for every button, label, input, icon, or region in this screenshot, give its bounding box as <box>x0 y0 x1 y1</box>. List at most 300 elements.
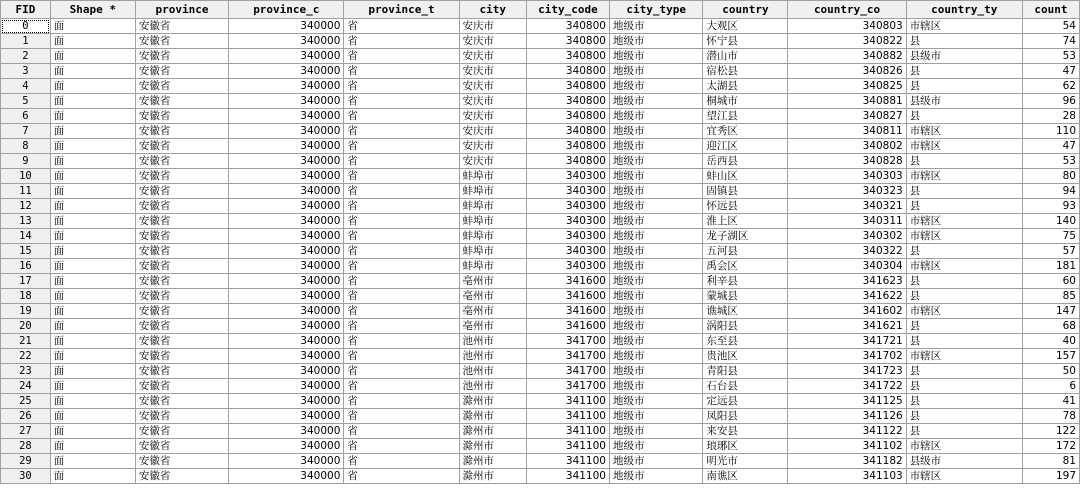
shape-cell[interactable]: 面 <box>50 274 135 289</box>
city-type-cell[interactable]: 地级市 <box>609 424 702 439</box>
country-ty-cell[interactable]: 县 <box>906 394 1022 409</box>
country-cell[interactable]: 涡阳县 <box>703 319 788 334</box>
province-c-cell[interactable]: 340000 <box>229 19 344 34</box>
table-row[interactable] <box>1 439 1080 454</box>
city-cell[interactable]: 滁州市 <box>459 469 526 484</box>
province-t-cell[interactable]: 省 <box>344 349 459 364</box>
city-cell[interactable]: 安庆市 <box>459 139 526 154</box>
province-t-cell[interactable]: 省 <box>344 94 459 109</box>
country-co-cell[interactable]: 340811 <box>788 124 906 139</box>
city-code-cell[interactable]: 340800 <box>526 109 609 124</box>
city-type-cell[interactable]: 地级市 <box>609 49 702 64</box>
table-row[interactable] <box>1 139 1080 154</box>
country-cell[interactable]: 定远县 <box>703 394 788 409</box>
country-ty-cell[interactable]: 县 <box>906 364 1022 379</box>
fid-cell[interactable]: 11 <box>1 184 51 199</box>
province-c-cell[interactable]: 340000 <box>229 454 344 469</box>
city-code-cell[interactable]: 341700 <box>526 364 609 379</box>
country-cell[interactable]: 大观区 <box>703 19 788 34</box>
country-ty-cell[interactable]: 市辖区 <box>906 139 1022 154</box>
city-type-cell[interactable]: 地级市 <box>609 304 702 319</box>
fid-cell[interactable]: 13 <box>1 214 51 229</box>
city-cell[interactable]: 滁州市 <box>459 439 526 454</box>
column-header-city-code[interactable]: city_code <box>526 1 609 19</box>
column-header-city-type[interactable]: city_type <box>609 1 702 19</box>
table-row[interactable] <box>1 409 1080 424</box>
province-t-cell[interactable]: 省 <box>344 304 459 319</box>
city-type-cell[interactable]: 地级市 <box>609 319 702 334</box>
province-c-cell[interactable]: 340000 <box>229 199 344 214</box>
table-row[interactable] <box>1 124 1080 139</box>
city-type-cell[interactable]: 地级市 <box>609 139 702 154</box>
city-code-cell[interactable]: 341100 <box>526 424 609 439</box>
fid-cell[interactable]: 9 <box>1 154 51 169</box>
table-row[interactable] <box>1 229 1080 244</box>
shape-cell[interactable]: 面 <box>50 409 135 424</box>
count-cell[interactable]: 60 <box>1022 274 1079 289</box>
count-cell[interactable]: 197 <box>1022 469 1079 484</box>
table-row[interactable] <box>1 349 1080 364</box>
column-header-count[interactable]: count <box>1022 1 1079 19</box>
shape-cell[interactable]: 面 <box>50 334 135 349</box>
city-code-cell[interactable]: 340800 <box>526 154 609 169</box>
city-code-cell[interactable]: 340800 <box>526 139 609 154</box>
country-co-cell[interactable]: 340828 <box>788 154 906 169</box>
province-cell[interactable]: 安徽省 <box>135 439 228 454</box>
city-type-cell[interactable]: 地级市 <box>609 409 702 424</box>
city-code-cell[interactable]: 340300 <box>526 169 609 184</box>
fid-cell[interactable]: 29 <box>1 454 51 469</box>
city-type-cell[interactable]: 地级市 <box>609 64 702 79</box>
table-row[interactable] <box>1 394 1080 409</box>
city-type-cell[interactable]: 地级市 <box>609 19 702 34</box>
country-co-cell[interactable]: 341103 <box>788 469 906 484</box>
shape-cell[interactable]: 面 <box>50 199 135 214</box>
table-row[interactable] <box>1 469 1080 484</box>
province-c-cell[interactable]: 340000 <box>229 124 344 139</box>
city-type-cell[interactable]: 地级市 <box>609 109 702 124</box>
province-t-cell[interactable]: 省 <box>344 49 459 64</box>
count-cell[interactable]: 68 <box>1022 319 1079 334</box>
country-cell[interactable]: 潜山市 <box>703 49 788 64</box>
country-co-cell[interactable]: 340882 <box>788 49 906 64</box>
province-cell[interactable]: 安徽省 <box>135 94 228 109</box>
country-cell[interactable]: 五河县 <box>703 244 788 259</box>
count-cell[interactable]: 6 <box>1022 379 1079 394</box>
city-type-cell[interactable]: 地级市 <box>609 469 702 484</box>
city-type-cell[interactable]: 地级市 <box>609 34 702 49</box>
shape-cell[interactable]: 面 <box>50 154 135 169</box>
province-c-cell[interactable]: 340000 <box>229 334 344 349</box>
country-cell[interactable]: 固镇县 <box>703 184 788 199</box>
province-c-cell[interactable]: 340000 <box>229 244 344 259</box>
city-cell[interactable]: 滁州市 <box>459 454 526 469</box>
province-t-cell[interactable]: 省 <box>344 169 459 184</box>
province-t-cell[interactable]: 省 <box>344 109 459 124</box>
country-ty-cell[interactable]: 县 <box>906 424 1022 439</box>
count-cell[interactable]: 140 <box>1022 214 1079 229</box>
city-code-cell[interactable]: 340300 <box>526 214 609 229</box>
table-row[interactable] <box>1 109 1080 124</box>
country-co-cell[interactable]: 340304 <box>788 259 906 274</box>
city-type-cell[interactable]: 地级市 <box>609 349 702 364</box>
city-cell[interactable]: 滁州市 <box>459 424 526 439</box>
country-ty-cell[interactable]: 县 <box>906 319 1022 334</box>
shape-cell[interactable]: 面 <box>50 49 135 64</box>
city-cell[interactable]: 安庆市 <box>459 34 526 49</box>
fid-cell[interactable]: 2 <box>1 49 51 64</box>
city-cell[interactable]: 安庆市 <box>459 109 526 124</box>
count-cell[interactable]: 53 <box>1022 154 1079 169</box>
table-row[interactable] <box>1 259 1080 274</box>
city-code-cell[interactable]: 340800 <box>526 124 609 139</box>
shape-cell[interactable]: 面 <box>50 214 135 229</box>
country-co-cell[interactable]: 340822 <box>788 34 906 49</box>
country-co-cell[interactable]: 341602 <box>788 304 906 319</box>
city-code-cell[interactable]: 340800 <box>526 64 609 79</box>
province-t-cell[interactable]: 省 <box>344 454 459 469</box>
city-code-cell[interactable]: 340800 <box>526 94 609 109</box>
table-row[interactable] <box>1 214 1080 229</box>
province-cell[interactable]: 安徽省 <box>135 289 228 304</box>
count-cell[interactable]: 93 <box>1022 199 1079 214</box>
fid-cell[interactable]: 3 <box>1 64 51 79</box>
province-c-cell[interactable]: 340000 <box>229 79 344 94</box>
country-ty-cell[interactable]: 县 <box>906 409 1022 424</box>
province-cell[interactable]: 安徽省 <box>135 349 228 364</box>
country-ty-cell[interactable]: 市辖区 <box>906 304 1022 319</box>
country-co-cell[interactable]: 341622 <box>788 289 906 304</box>
country-cell[interactable]: 南谯区 <box>703 469 788 484</box>
city-cell[interactable]: 池州市 <box>459 364 526 379</box>
fid-cell[interactable]: 14 <box>1 229 51 244</box>
province-c-cell[interactable]: 340000 <box>229 439 344 454</box>
province-t-cell[interactable]: 省 <box>344 334 459 349</box>
city-type-cell[interactable]: 地级市 <box>609 199 702 214</box>
province-c-cell[interactable]: 340000 <box>229 364 344 379</box>
country-ty-cell[interactable]: 县 <box>906 184 1022 199</box>
country-cell[interactable]: 石台县 <box>703 379 788 394</box>
table-row[interactable] <box>1 34 1080 49</box>
province-cell[interactable]: 安徽省 <box>135 154 228 169</box>
province-t-cell[interactable]: 省 <box>344 259 459 274</box>
country-ty-cell[interactable]: 市辖区 <box>906 469 1022 484</box>
province-t-cell[interactable]: 省 <box>344 19 459 34</box>
city-code-cell[interactable]: 341100 <box>526 454 609 469</box>
count-cell[interactable]: 110 <box>1022 124 1079 139</box>
shape-cell[interactable]: 面 <box>50 304 135 319</box>
country-cell[interactable]: 东至县 <box>703 334 788 349</box>
country-ty-cell[interactable]: 市辖区 <box>906 259 1022 274</box>
city-type-cell[interactable]: 地级市 <box>609 379 702 394</box>
province-c-cell[interactable]: 340000 <box>229 259 344 274</box>
country-co-cell[interactable]: 340825 <box>788 79 906 94</box>
shape-cell[interactable]: 面 <box>50 79 135 94</box>
province-c-cell[interactable]: 340000 <box>229 34 344 49</box>
province-cell[interactable]: 安徽省 <box>135 469 228 484</box>
country-co-cell[interactable]: 341122 <box>788 424 906 439</box>
city-type-cell[interactable]: 地级市 <box>609 439 702 454</box>
province-cell[interactable]: 安徽省 <box>135 139 228 154</box>
city-cell[interactable]: 蚌埠市 <box>459 169 526 184</box>
province-cell[interactable]: 安徽省 <box>135 184 228 199</box>
city-cell[interactable]: 滁州市 <box>459 394 526 409</box>
city-cell[interactable]: 蚌埠市 <box>459 244 526 259</box>
table-row[interactable] <box>1 454 1080 469</box>
city-code-cell[interactable]: 341700 <box>526 334 609 349</box>
fid-cell[interactable]: 23 <box>1 364 51 379</box>
country-cell[interactable]: 桐城市 <box>703 94 788 109</box>
country-cell[interactable]: 太湖县 <box>703 79 788 94</box>
country-cell[interactable]: 蚌山区 <box>703 169 788 184</box>
count-cell[interactable]: 75 <box>1022 229 1079 244</box>
shape-cell[interactable]: 面 <box>50 184 135 199</box>
country-ty-cell[interactable]: 县 <box>906 274 1022 289</box>
province-t-cell[interactable]: 省 <box>344 394 459 409</box>
country-cell[interactable]: 迎江区 <box>703 139 788 154</box>
province-c-cell[interactable]: 340000 <box>229 229 344 244</box>
province-cell[interactable]: 安徽省 <box>135 244 228 259</box>
city-cell[interactable]: 安庆市 <box>459 94 526 109</box>
city-cell[interactable]: 蚌埠市 <box>459 259 526 274</box>
city-code-cell[interactable]: 341600 <box>526 319 609 334</box>
province-c-cell[interactable]: 340000 <box>229 379 344 394</box>
province-c-cell[interactable]: 340000 <box>229 289 344 304</box>
country-cell[interactable]: 宜秀区 <box>703 124 788 139</box>
city-cell[interactable]: 亳州市 <box>459 319 526 334</box>
province-c-cell[interactable]: 340000 <box>229 349 344 364</box>
province-t-cell[interactable]: 省 <box>344 79 459 94</box>
province-cell[interactable]: 安徽省 <box>135 199 228 214</box>
province-t-cell[interactable]: 省 <box>344 64 459 79</box>
table-row[interactable] <box>1 334 1080 349</box>
city-code-cell[interactable]: 340300 <box>526 244 609 259</box>
province-t-cell[interactable]: 省 <box>344 214 459 229</box>
city-cell[interactable]: 亳州市 <box>459 274 526 289</box>
country-ty-cell[interactable]: 县 <box>906 289 1022 304</box>
table-row[interactable] <box>1 199 1080 214</box>
country-co-cell[interactable]: 340302 <box>788 229 906 244</box>
country-co-cell[interactable]: 340323 <box>788 184 906 199</box>
count-cell[interactable]: 40 <box>1022 334 1079 349</box>
shape-cell[interactable]: 面 <box>50 169 135 184</box>
province-t-cell[interactable]: 省 <box>344 379 459 394</box>
city-cell[interactable]: 亳州市 <box>459 304 526 319</box>
province-c-cell[interactable]: 340000 <box>229 214 344 229</box>
province-c-cell[interactable]: 340000 <box>229 409 344 424</box>
count-cell[interactable]: 80 <box>1022 169 1079 184</box>
province-t-cell[interactable]: 省 <box>344 364 459 379</box>
city-cell[interactable]: 池州市 <box>459 334 526 349</box>
city-cell[interactable]: 蚌埠市 <box>459 184 526 199</box>
country-co-cell[interactable]: 341623 <box>788 274 906 289</box>
table-row[interactable] <box>1 184 1080 199</box>
country-co-cell[interactable]: 341621 <box>788 319 906 334</box>
city-code-cell[interactable]: 341600 <box>526 289 609 304</box>
country-cell[interactable]: 龙子湖区 <box>703 229 788 244</box>
shape-cell[interactable]: 面 <box>50 394 135 409</box>
country-ty-cell[interactable]: 县 <box>906 379 1022 394</box>
country-cell[interactable]: 怀宁县 <box>703 34 788 49</box>
fid-cell[interactable]: 21 <box>1 334 51 349</box>
country-ty-cell[interactable]: 县级市 <box>906 454 1022 469</box>
country-ty-cell[interactable]: 市辖区 <box>906 169 1022 184</box>
fid-cell[interactable]: 25 <box>1 394 51 409</box>
city-code-cell[interactable]: 341600 <box>526 304 609 319</box>
fid-cell[interactable]: 19 <box>1 304 51 319</box>
shape-cell[interactable]: 面 <box>50 349 135 364</box>
province-cell[interactable]: 安徽省 <box>135 34 228 49</box>
province-t-cell[interactable]: 省 <box>344 199 459 214</box>
table-row[interactable] <box>1 94 1080 109</box>
country-co-cell[interactable]: 340321 <box>788 199 906 214</box>
fid-cell[interactable]: 1 <box>1 34 51 49</box>
count-cell[interactable]: 147 <box>1022 304 1079 319</box>
fid-cell[interactable]: 22 <box>1 349 51 364</box>
fid-cell[interactable]: 18 <box>1 289 51 304</box>
province-cell[interactable]: 安徽省 <box>135 364 228 379</box>
city-type-cell[interactable]: 地级市 <box>609 394 702 409</box>
table-row[interactable] <box>1 64 1080 79</box>
country-co-cell[interactable]: 341722 <box>788 379 906 394</box>
province-c-cell[interactable]: 340000 <box>229 94 344 109</box>
province-c-cell[interactable]: 340000 <box>229 394 344 409</box>
province-c-cell[interactable]: 340000 <box>229 184 344 199</box>
count-cell[interactable]: 74 <box>1022 34 1079 49</box>
country-ty-cell[interactable]: 县 <box>906 79 1022 94</box>
province-cell[interactable]: 安徽省 <box>135 19 228 34</box>
fid-cell[interactable]: 6 <box>1 109 51 124</box>
country-ty-cell[interactable]: 县 <box>906 109 1022 124</box>
city-code-cell[interactable]: 340300 <box>526 229 609 244</box>
country-cell[interactable]: 岳西县 <box>703 154 788 169</box>
city-code-cell[interactable]: 340300 <box>526 199 609 214</box>
count-cell[interactable]: 47 <box>1022 139 1079 154</box>
city-type-cell[interactable]: 地级市 <box>609 289 702 304</box>
country-ty-cell[interactable]: 市辖区 <box>906 19 1022 34</box>
count-cell[interactable]: 172 <box>1022 439 1079 454</box>
city-code-cell[interactable]: 340300 <box>526 259 609 274</box>
city-type-cell[interactable]: 地级市 <box>609 184 702 199</box>
city-cell[interactable]: 滁州市 <box>459 409 526 424</box>
country-cell[interactable]: 明光市 <box>703 454 788 469</box>
province-cell[interactable]: 安徽省 <box>135 454 228 469</box>
column-header-country-ty[interactable]: country_ty <box>906 1 1022 19</box>
country-cell[interactable]: 来安县 <box>703 424 788 439</box>
province-cell[interactable]: 安徽省 <box>135 64 228 79</box>
count-cell[interactable]: 78 <box>1022 409 1079 424</box>
country-cell[interactable]: 琅琊区 <box>703 439 788 454</box>
shape-cell[interactable]: 面 <box>50 259 135 274</box>
country-cell[interactable]: 望江县 <box>703 109 788 124</box>
shape-cell[interactable]: 面 <box>50 364 135 379</box>
country-co-cell[interactable]: 340303 <box>788 169 906 184</box>
city-type-cell[interactable]: 地级市 <box>609 334 702 349</box>
city-cell[interactable]: 池州市 <box>459 379 526 394</box>
column-header-province[interactable]: province <box>135 1 228 19</box>
province-cell[interactable]: 安徽省 <box>135 229 228 244</box>
country-co-cell[interactable]: 341702 <box>788 349 906 364</box>
shape-cell[interactable]: 面 <box>50 319 135 334</box>
fid-cell[interactable]: 8 <box>1 139 51 154</box>
column-header-province-t[interactable]: province_t <box>344 1 459 19</box>
city-cell[interactable]: 安庆市 <box>459 124 526 139</box>
province-cell[interactable]: 安徽省 <box>135 259 228 274</box>
fid-cell[interactable]: 16 <box>1 259 51 274</box>
table-row[interactable] <box>1 379 1080 394</box>
city-type-cell[interactable]: 地级市 <box>609 244 702 259</box>
province-c-cell[interactable]: 340000 <box>229 319 344 334</box>
city-code-cell[interactable]: 341700 <box>526 349 609 364</box>
table-row[interactable] <box>1 244 1080 259</box>
city-code-cell[interactable]: 341600 <box>526 274 609 289</box>
country-cell[interactable]: 宿松县 <box>703 64 788 79</box>
city-type-cell[interactable]: 地级市 <box>609 94 702 109</box>
city-cell[interactable]: 安庆市 <box>459 49 526 64</box>
province-cell[interactable]: 安徽省 <box>135 424 228 439</box>
country-co-cell[interactable]: 340827 <box>788 109 906 124</box>
shape-cell[interactable]: 面 <box>50 469 135 484</box>
province-cell[interactable]: 安徽省 <box>135 169 228 184</box>
city-code-cell[interactable]: 341700 <box>526 379 609 394</box>
country-cell[interactable]: 利辛县 <box>703 274 788 289</box>
country-co-cell[interactable]: 341182 <box>788 454 906 469</box>
fid-cell[interactable]: 12 <box>1 199 51 214</box>
count-cell[interactable]: 47 <box>1022 64 1079 79</box>
count-cell[interactable]: 122 <box>1022 424 1079 439</box>
city-cell[interactable]: 蚌埠市 <box>459 199 526 214</box>
fid-cell[interactable]: 24 <box>1 379 51 394</box>
province-cell[interactable]: 安徽省 <box>135 49 228 64</box>
count-cell[interactable]: 41 <box>1022 394 1079 409</box>
province-cell[interactable]: 安徽省 <box>135 79 228 94</box>
count-cell[interactable]: 96 <box>1022 94 1079 109</box>
city-type-cell[interactable]: 地级市 <box>609 229 702 244</box>
count-cell[interactable]: 28 <box>1022 109 1079 124</box>
shape-cell[interactable]: 面 <box>50 109 135 124</box>
table-row[interactable] <box>1 424 1080 439</box>
column-header-country[interactable]: country <box>703 1 788 19</box>
fid-cell[interactable]: 30 <box>1 469 51 484</box>
shape-cell[interactable]: 面 <box>50 19 135 34</box>
country-cell[interactable]: 怀远县 <box>703 199 788 214</box>
province-t-cell[interactable]: 省 <box>344 184 459 199</box>
country-co-cell[interactable]: 340802 <box>788 139 906 154</box>
province-t-cell[interactable]: 省 <box>344 319 459 334</box>
column-header-city[interactable]: city <box>459 1 526 19</box>
fid-cell[interactable]: 5 <box>1 94 51 109</box>
fid-cell[interactable]: 10 <box>1 169 51 184</box>
table-row[interactable] <box>1 274 1080 289</box>
city-code-cell[interactable]: 341100 <box>526 439 609 454</box>
country-co-cell[interactable]: 341721 <box>788 334 906 349</box>
city-type-cell[interactable]: 地级市 <box>609 454 702 469</box>
province-cell[interactable]: 安徽省 <box>135 214 228 229</box>
count-cell[interactable]: 50 <box>1022 364 1079 379</box>
fid-cell[interactable]: 27 <box>1 424 51 439</box>
city-code-cell[interactable]: 340800 <box>526 79 609 94</box>
province-c-cell[interactable]: 340000 <box>229 49 344 64</box>
country-ty-cell[interactable]: 市辖区 <box>906 349 1022 364</box>
city-type-cell[interactable]: 地级市 <box>609 124 702 139</box>
province-c-cell[interactable]: 340000 <box>229 424 344 439</box>
country-cell[interactable]: 谯城区 <box>703 304 788 319</box>
table-row[interactable] <box>1 289 1080 304</box>
shape-cell[interactable]: 面 <box>50 124 135 139</box>
column-header-fid[interactable]: FID <box>1 1 51 19</box>
province-cell[interactable]: 安徽省 <box>135 334 228 349</box>
count-cell[interactable]: 53 <box>1022 49 1079 64</box>
